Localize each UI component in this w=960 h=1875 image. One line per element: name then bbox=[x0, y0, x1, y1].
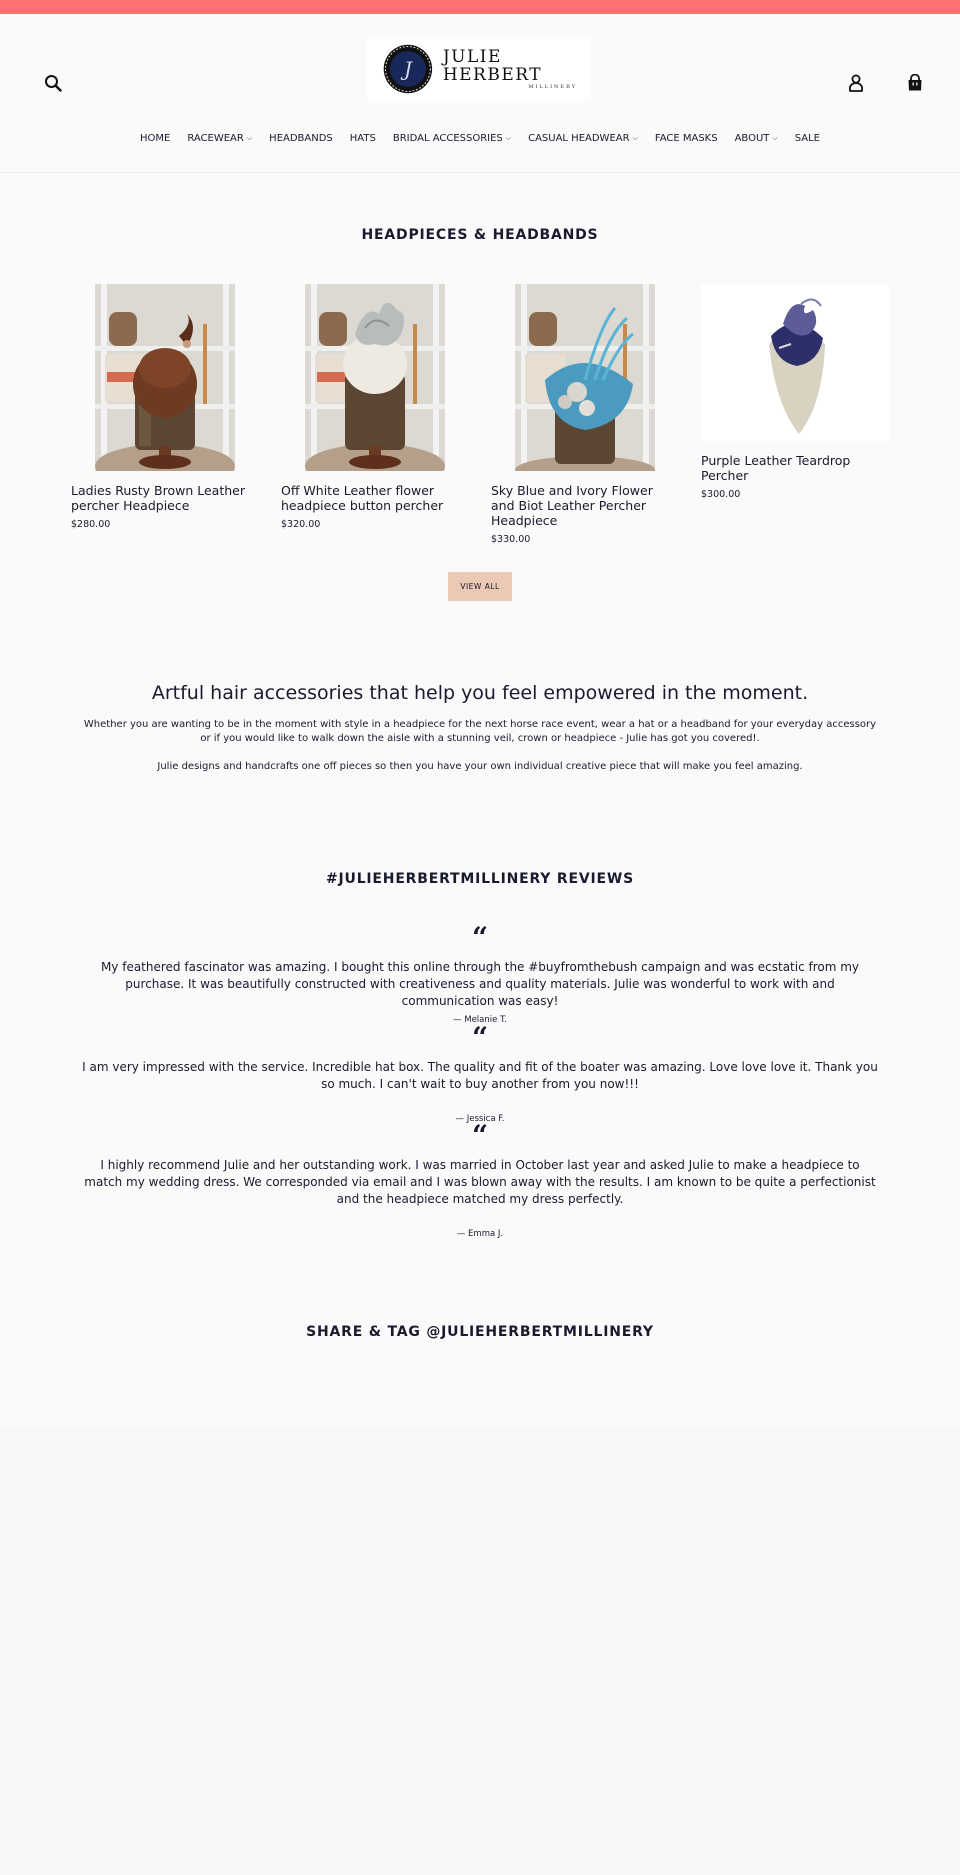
main-nav bbox=[0, 133, 960, 144]
search-icon[interactable] bbox=[40, 70, 66, 96]
cart-icon[interactable] bbox=[902, 70, 928, 96]
site-logo[interactable] bbox=[367, 37, 591, 101]
review-author: — Jessica F. bbox=[455, 1114, 505, 1124]
product-title[interactable]: Off White Leather flower headpiece button percher bbox=[281, 483, 444, 513]
review-text: I am very impressed with the service. Incredible hat box. The quality and fit of the boater was amazing. Love love love it. Thank you so much. I can't wait to buy another from you now!!! bbox=[82, 1060, 878, 1091]
product-price: $330.00 bbox=[491, 534, 531, 545]
quote-icon: “ bbox=[471, 1119, 489, 1152]
nav-face-masks[interactable]: FACE MASKS bbox=[654, 133, 718, 144]
nav-about[interactable]: ABOUT ⌵ bbox=[734, 133, 778, 144]
logo-name: JULIE HERBERT bbox=[442, 47, 543, 85]
reviews-title: #JULIEHERBERTMILLINERY REVIEWS bbox=[326, 871, 634, 887]
review-text: I highly recommend Julie and her outstanding work. I was married in October last year and asked Julie to make a headpiece to match my wedding dress. We corresponded via email and I was blown away with the results. I am known to be quite a perfectionist and the headpiece matched my dress perfectly. bbox=[84, 1158, 876, 1206]
view-all-button[interactable]: VIEW ALL bbox=[448, 572, 512, 601]
product-price: $320.00 bbox=[281, 519, 321, 530]
product-price: $300.00 bbox=[701, 489, 741, 500]
site-main bbox=[0, 14, 960, 1426]
announcement-bar bbox=[0, 0, 960, 14]
product-image[interactable] bbox=[95, 284, 235, 471]
site-header bbox=[0, 14, 960, 173]
chevron-down-icon: ⌵ bbox=[772, 134, 778, 142]
chevron-down-icon: ⌵ bbox=[246, 134, 253, 142]
nav-racewear[interactable]: RACEWEAR ⌵ bbox=[187, 133, 253, 144]
product-price: $280.00 bbox=[71, 519, 111, 530]
logo-emblem bbox=[381, 39, 435, 99]
review-author: — Melanie T. bbox=[453, 1015, 507, 1025]
product-card[interactable] bbox=[281, 284, 469, 530]
logo-subtitle: MILLINERY bbox=[528, 84, 577, 90]
product-title[interactable]: Sky Blue and Ivory Flower and Biot Leather Percher Headpiece bbox=[491, 483, 653, 528]
quote-icon: “ bbox=[471, 921, 489, 954]
nav-home[interactable]: HOME bbox=[140, 133, 171, 144]
product-card[interactable] bbox=[491, 284, 679, 545]
svg-text:J: J bbox=[403, 58, 412, 82]
nav-bridal-accessories[interactable]: BRIDAL ACCESSORIES ⌵ bbox=[392, 133, 512, 144]
about-headline: Artful hair accessories that help you feel empowered in the moment. bbox=[151, 682, 809, 704]
product-title[interactable]: Purple Leather Teardrop Percher bbox=[701, 453, 851, 483]
product-title[interactable]: Ladies Rusty Brown Leather percher Headpiece bbox=[71, 483, 245, 513]
chevron-down-icon: ⌵ bbox=[632, 134, 638, 142]
about-paragraph: Whether you are wanting to be in the moment with style in a headpiece for the next horse race event, wear a hat or a headband for your everyday accessory or if you would like to walk down the aisle with a stunning veil, crown or headpiece - Julie has got you covered!. bbox=[83, 719, 877, 744]
nav-casual-headwear[interactable]: CASUAL HEADWEAR ⌵ bbox=[528, 133, 638, 144]
product-image[interactable] bbox=[701, 284, 889, 441]
instagram-title: SHARE & TAG @JULIEHERBERTMILLINERY bbox=[306, 1324, 654, 1340]
nav-hats[interactable]: HATS bbox=[349, 133, 376, 144]
nav-headbands[interactable]: HEADBANDS bbox=[269, 133, 333, 144]
review-text: My feathered fascinator was amazing. I bought this online through the #buyfromthebush campaign and was ecstatic from my purchase. It was beautifully constructed with creativeness and quality materials. Julie was wonderful to work with and communication was easy! bbox=[100, 960, 860, 1008]
product-image[interactable] bbox=[515, 284, 655, 471]
about-paragraph: Julie designs and handcrafts one off pieces so then you have your own individual creative piece that will make you feel amazing. bbox=[157, 761, 803, 772]
product-card[interactable] bbox=[71, 284, 259, 530]
review-author: — Emma J. bbox=[456, 1229, 504, 1239]
chevron-down-icon: ⌵ bbox=[505, 134, 512, 142]
quote-icon: “ bbox=[471, 1021, 489, 1054]
product-card[interactable] bbox=[701, 284, 889, 500]
product-image[interactable] bbox=[305, 284, 445, 471]
product-grid bbox=[71, 284, 889, 544]
collection-title: HEADPIECES & HEADBANDS bbox=[361, 227, 599, 243]
account-icon[interactable] bbox=[843, 70, 869, 96]
nav-sale[interactable]: SALE bbox=[794, 133, 820, 144]
